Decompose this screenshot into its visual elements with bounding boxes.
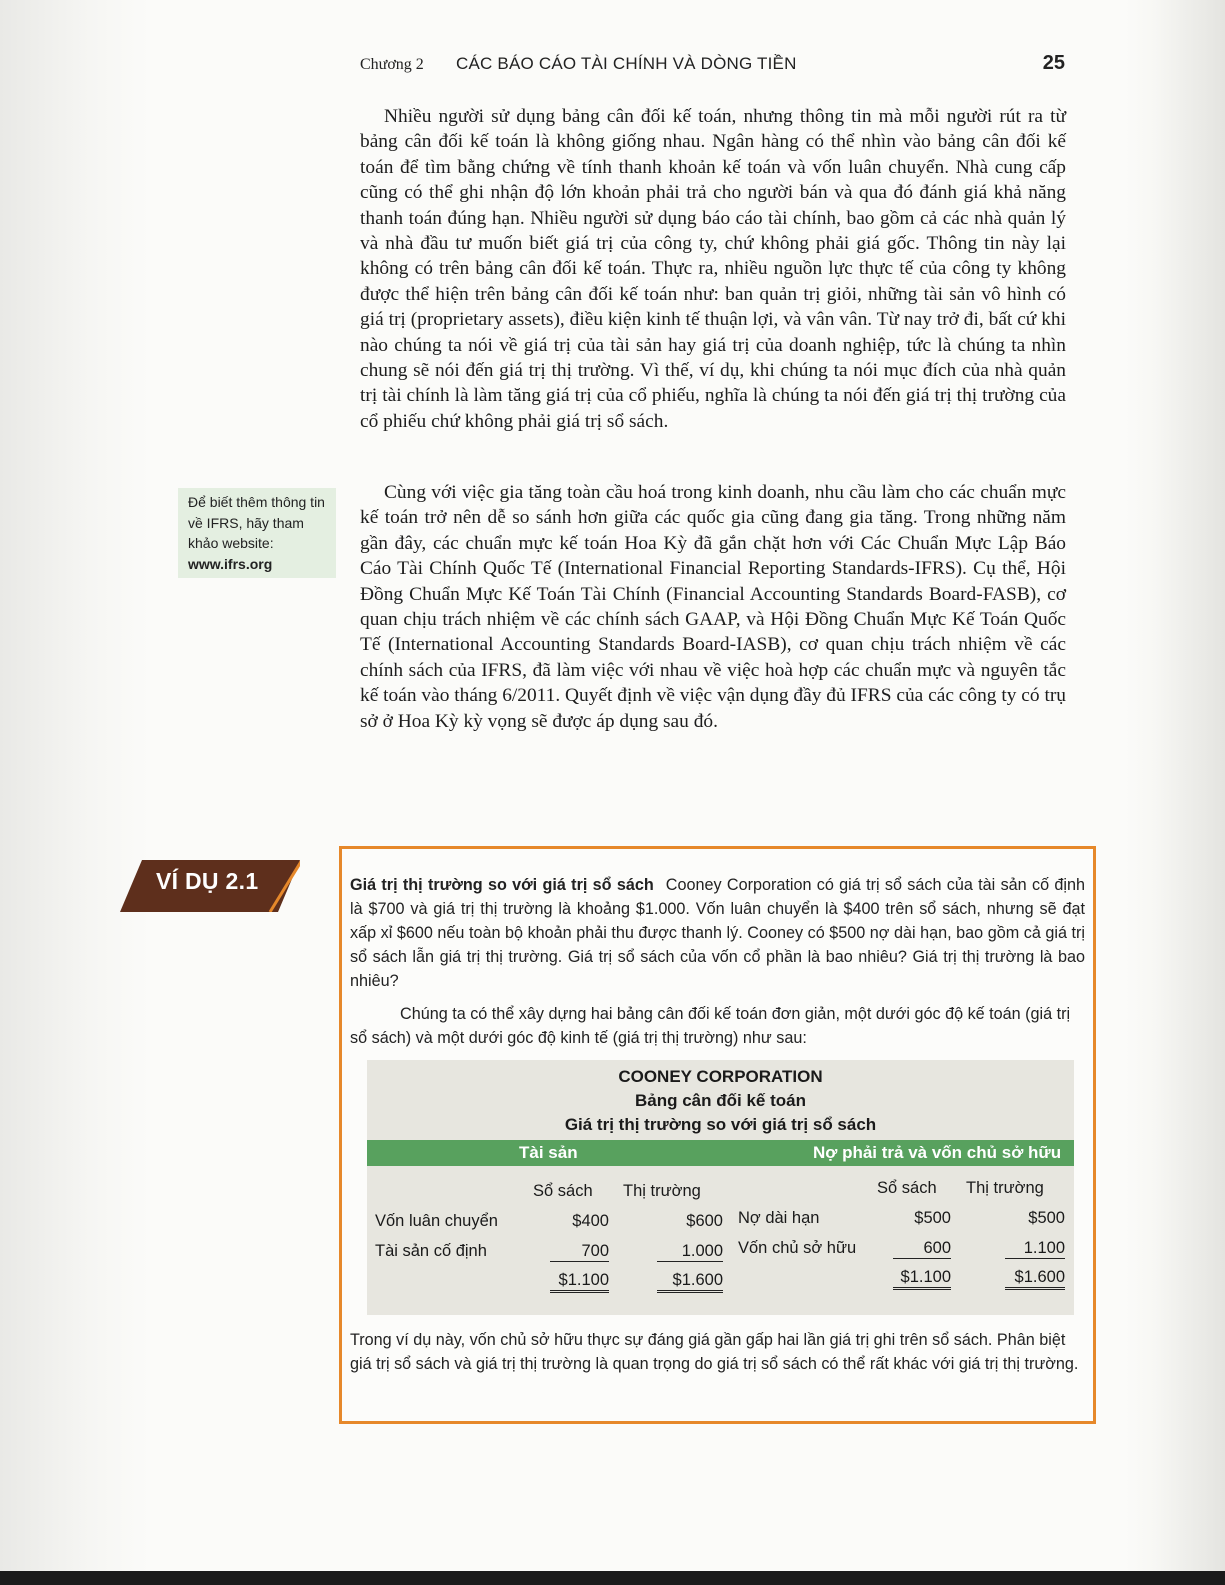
liab-col-book: Sổ sách bbox=[877, 1179, 937, 1197]
liabilities-header: Nợ phải trả và vốn chủ sở hữu bbox=[813, 1143, 1062, 1162]
page-edge-left bbox=[0, 0, 150, 1585]
table-subtitle-2: Giá trị thị trường so với giá trị sổ sách bbox=[564, 1115, 877, 1134]
liability-label: Nợ dài hạn bbox=[738, 1209, 820, 1227]
body-paragraph-2 bbox=[360, 480, 1066, 734]
example-question-text: Cooney Corporation có giá trị sổ sách của tài sản cố định là $700 và giá trị thị trường là khoảng $1.000. Vốn luân chuyển là $400 trên sổ sách, nhưng sẽ đạt xấp xỉ $600 nếu toàn bộ khoản phải thu được thanh lý. Cooney có $500 nợ dài hạn, bao gồm cả giá trị sổ sách lẫn giá trị thị trường. Giá trị sổ sách của vốn cổ phần là bao nhiêu? Giá trị thị trường là bao nhiêu? bbox=[350, 876, 1085, 990]
running-head bbox=[360, 52, 1065, 80]
example-box bbox=[339, 846, 1096, 1424]
liability-market: 1.100 bbox=[1005, 1239, 1065, 1259]
liability-label: Vốn chủ sở hữu bbox=[738, 1239, 857, 1257]
paragraph-text: Cùng với việc gia tăng toàn cầu hoá trong kinh doanh, nhu cầu làm cho các chuẩn mực kế toán trở nên dễ so sánh hơn giữa các quốc gia cũng đang gia tăng. Trong những năm gần đây, các chuẩn mực kế toán Hoa Kỳ đã gắn chặt hơn với Các Chuẩn Mực Lập Báo Cáo Tài Chính Quốc Tế (International Financial Reporting Standards-IFRS). Cụ thể, Hội Đồng Chuẩn Mực Kế Toán Tài Chính (Financial Accounting Standards Board-FASB), cơ quan chịu trách nhiệm về các chính sách GAAP, và Hội Đồng Chuẩn Mực Kế Toán Quốc Tế (International Accounting Standards Board-IASB), cơ quan chịu trách nhiệm về các chính sách của IFRS, đã làm việc với nhau về việc hoà hợp các chuẩn mực và nguyên tắc kế toán vào tháng 6/2011. Quyết định về việc vận dụng đầy đủ IFRS của các công ty có trụ sở ở Hoa Kỳ kỳ vọng sẽ được áp dụng sau đó. bbox=[360, 482, 1066, 732]
body-paragraph-1 bbox=[360, 104, 1066, 434]
example-question bbox=[350, 873, 1085, 993]
assets-col-book: Sổ sách bbox=[533, 1182, 593, 1200]
table-company: COONEY CORPORATION bbox=[618, 1067, 823, 1086]
scan-bottom-edge bbox=[0, 1571, 1225, 1585]
liability-market: $500 bbox=[1028, 1209, 1065, 1227]
chapter-title: CÁC BÁO CÁO TÀI CHÍNH VÀ DÒNG TIỀN bbox=[456, 54, 797, 73]
sidenote-text: Để biết thêm thông tin về IFRS, hãy tham khảo website: bbox=[188, 494, 325, 551]
paragraph-text: Nhiều người sử dụng bảng cân đối kế toán, nhưng thông tin mà mỗi người rút ra từ bảng cân đối kế toán là không giống nhau. Ngân hàng có thể nhìn vào bảng cân đối kế toán để tìm bằng chứng về tính thanh khoản kế toán và vốn luân chuyển. Nhà cung cấp cũng có thể ghi nhận độ lớn khoản phải trả cho người bán và qua đó đánh giá khả năng thanh toán đúng hạn. Nhiều người sử dụng báo cáo tài chính, bao gồm cả các nhà quản lý và nhà đầu tư muốn biết giá trị của công ty, chứ không phải giá gốc. Thông tin này lại không có trên bảng cân đối kế toán. Thực ra, nhiều nguồn lực thực tế của công ty không được thể hiện trên bảng cân đối kế toán như: ban quản trị giỏi, những tài sản vô hình có giá trị (proprietary assets), điều kiện kinh tế thuận lợi, và vân vân. Từ nay trở đi, bất cứ khi nào chúng ta nói về giá trị của tài sản hay giá trị của doanh nghiệp, tức là chúng ta nhìn chung sẽ nói đến giá trị thị trường. Vì thế, ví dụ, khi chúng ta nói mục đích của nhà quản trị tài chính là làm tăng giá trị của cổ phiếu, nghĩa là chúng ta nói đến giá trị thị trường của cổ phiếu chứ không phải giá trị sổ sách. bbox=[360, 106, 1066, 432]
assets-header: Tài sản bbox=[519, 1143, 578, 1162]
asset-book: 700 bbox=[550, 1242, 609, 1262]
assets-col-market: Thị trường bbox=[623, 1182, 701, 1200]
example-conclusion: Trong ví dụ này, vốn chủ sở hữu thực sự đáng giá gần gấp hai lần giá trị ghi trên sổ sách. Phân biệt giá trị sổ sách và giá trị thị trường là quan trọng do giá trị sổ sách có thể rất khác với giá trị thị trường. bbox=[350, 1331, 1079, 1373]
asset-market: $600 bbox=[686, 1212, 723, 1230]
asset-label: Vốn luân chuyển bbox=[375, 1212, 498, 1230]
balance-sheet-table bbox=[367, 1060, 1074, 1315]
example-intro: Chúng ta có thể xây dựng hai bảng cân đối kế toán đơn giản, một dưới góc độ kế toán (giá trị sổ sách) và một dưới góc độ kinh tế (giá trị thị trường) như sau: bbox=[350, 1005, 1071, 1047]
asset-market: 1.000 bbox=[657, 1242, 723, 1262]
table-header-bar bbox=[367, 1140, 1074, 1166]
asset-book: $400 bbox=[572, 1212, 609, 1230]
liab-col-market: Thị trường bbox=[966, 1179, 1044, 1197]
liabilities-total-book: $1.100 bbox=[893, 1268, 951, 1290]
assets-total-book: $1.100 bbox=[550, 1271, 609, 1293]
liability-book: 600 bbox=[893, 1239, 951, 1259]
sidenote-link[interactable]: www.ifrs.org bbox=[188, 555, 273, 572]
page-number: 25 bbox=[1042, 52, 1065, 74]
liabilities-total-market: $1.600 bbox=[1005, 1268, 1065, 1290]
asset-label: Tài sản cố định bbox=[375, 1242, 487, 1260]
example-label: VÍ DỤ 2.1 bbox=[156, 868, 259, 894]
example-tab bbox=[120, 860, 300, 912]
example-heading: Giá trị thị trường so với giá trị sổ sách bbox=[350, 876, 654, 894]
page-edge-right bbox=[1125, 0, 1225, 1585]
sidenote bbox=[178, 488, 336, 578]
table-subtitle: Bảng cân đối kế toán bbox=[635, 1091, 806, 1110]
liability-book: $500 bbox=[914, 1209, 951, 1227]
chapter-label: Chương 2 bbox=[360, 56, 424, 73]
assets-total-market: $1.600 bbox=[657, 1271, 723, 1293]
